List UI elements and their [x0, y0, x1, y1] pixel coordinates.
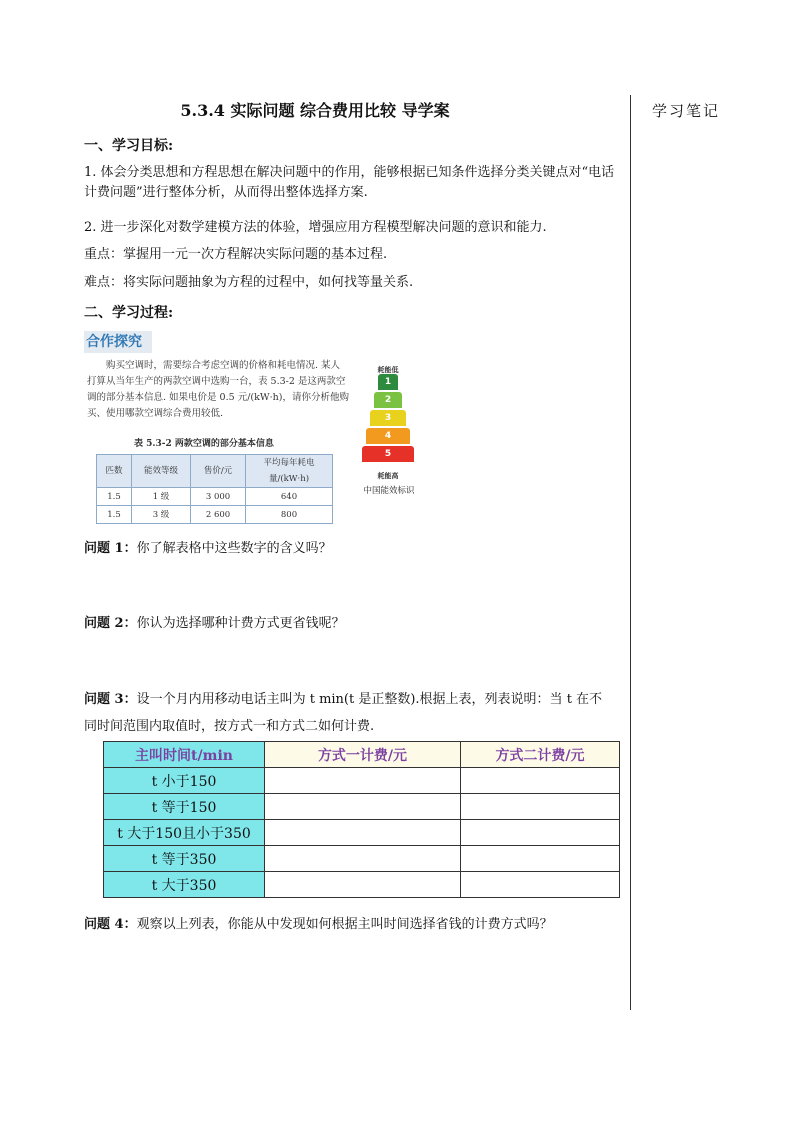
question-4-label: 问题 4：: [84, 917, 137, 932]
aircon-header: 平均每年耗电量/(kW·h): [246, 455, 333, 488]
aircon-header: 售价/元: [191, 455, 246, 488]
aircon-info-table: [96, 454, 333, 524]
aircon-cell: 3 000: [191, 488, 246, 506]
question-2: [84, 612, 345, 631]
cooperative-explore-label: 合作探究: [84, 331, 152, 353]
fee-cell-plan-1[interactable]: [265, 768, 461, 794]
section1-heading: 一、学习目标:: [84, 138, 174, 154]
section2-heading: 二、学习过程:: [84, 305, 174, 321]
fee-cell-plan-1[interactable]: [265, 872, 461, 898]
energy-high-label: 耗能高: [377, 471, 399, 480]
fee-cell-plan-1[interactable]: [265, 794, 461, 820]
question-2-text: 你认为选择哪种计费方式更省钱呢？: [136, 616, 345, 631]
difficulty-point: 难点：将实际问题抽象为方程的过程中，如何找等量关系.: [84, 275, 414, 290]
energy-low-label: 耗能低: [377, 365, 399, 374]
energy-efficiency-label: [352, 362, 424, 512]
energy-level-5: 5: [362, 446, 414, 462]
key-point: 重点：掌握用一元一次方程解决实际问题的基本过程.: [84, 247, 388, 262]
fee-cell-plan-2[interactable]: [461, 820, 620, 846]
fee-row-label: t 等于150: [104, 794, 265, 820]
question-4: [84, 913, 553, 932]
fee-row-label: t 等于350: [104, 846, 265, 872]
aircon-cell: 800: [246, 506, 333, 524]
aircon-cell: 1.5: [97, 488, 132, 506]
question-2-label: 问题 2：: [84, 616, 137, 631]
question-1: [84, 537, 332, 556]
fee-header-time: 主叫时间t/min: [104, 742, 265, 768]
energy-level-4: 4: [366, 428, 410, 444]
question-1-label: 问题 1：: [84, 541, 137, 556]
fee-cell-plan-2[interactable]: [461, 872, 620, 898]
fee-cell-plan-2[interactable]: [461, 846, 620, 872]
question-1-text: 你了解表格中这些数字的含义吗？: [136, 541, 332, 556]
objective-1: 1. 体会分类思想和方程思想在解决问题中的作用，能够根据已知条件选择分类关键点对“电话计费问题”进行整体分析，从而得出整体选择方案.: [84, 165, 615, 200]
aircon-cell: 3 级: [132, 506, 191, 524]
aircon-cell: 1.5: [97, 506, 132, 524]
fee-cell-plan-2[interactable]: [461, 768, 620, 794]
question-3-continued: 同时间范围内取值时，按方式一和方式二如何计费.: [84, 719, 375, 734]
fee-cell-plan-1[interactable]: [265, 846, 461, 872]
energy-label-caption: 中国能效标识: [363, 486, 415, 496]
excerpt-table-caption: 表 5.3-2 两款空调的部分基本信息: [134, 439, 274, 449]
objective-2: 2. 进一步深化对数学建模方法的体验，增强应用方程模型解决问题的意识和能力.: [84, 220, 547, 235]
fee-header-plan-1: 方式一计费/元: [265, 742, 461, 768]
aircon-cell: 2 600: [191, 506, 246, 524]
textbook-excerpt: [84, 356, 424, 520]
notes-column-divider: [630, 95, 631, 1010]
fee-row-label: t 大于350: [104, 872, 265, 898]
energy-level-3: 3: [370, 410, 406, 426]
aircon-cell: 1 级: [132, 488, 191, 506]
energy-level-2: 2: [374, 392, 402, 408]
fee-table: [103, 741, 620, 898]
question-4-text: 观察以上列表，你能从中发现如何根据主叫时间选择省钱的计费方式吗？: [136, 917, 553, 932]
fee-cell-plan-2[interactable]: [461, 794, 620, 820]
excerpt-paragraph: 购买空调时，需要综合考虑空调的价格和耗电情况. 某人打算从当年生产的两款空调中选购一台，表 5.3-2 是这两款空调的部分基本信息. 如果电价是 0.5 元/(kW·h)，请你分析他购买、使用哪款空调综合费用较低.: [87, 360, 349, 419]
aircon-header: 匹数: [97, 455, 132, 488]
fee-row-label: t 大于150且小于350: [104, 820, 265, 846]
question-3-label: 问题 3：: [84, 692, 137, 707]
notes-label: 学习笔记: [652, 102, 721, 120]
page-title: 5.3.4 实际问题 综合费用比较 导学案: [180, 101, 450, 120]
aircon-header: 能效等级: [132, 455, 191, 488]
fee-header-plan-2: 方式二计费/元: [461, 742, 620, 768]
fee-row-label: t 小于150: [104, 768, 265, 794]
question-3-line-1: 设一个月内用移动电话主叫为 t min(t 是正整数).根据上表，列表说明：当 t 在不: [136, 692, 603, 707]
question-3: [84, 688, 602, 707]
energy-level-1: 1: [378, 374, 398, 390]
fee-cell-plan-1[interactable]: [265, 820, 461, 846]
aircon-cell: 640: [246, 488, 333, 506]
